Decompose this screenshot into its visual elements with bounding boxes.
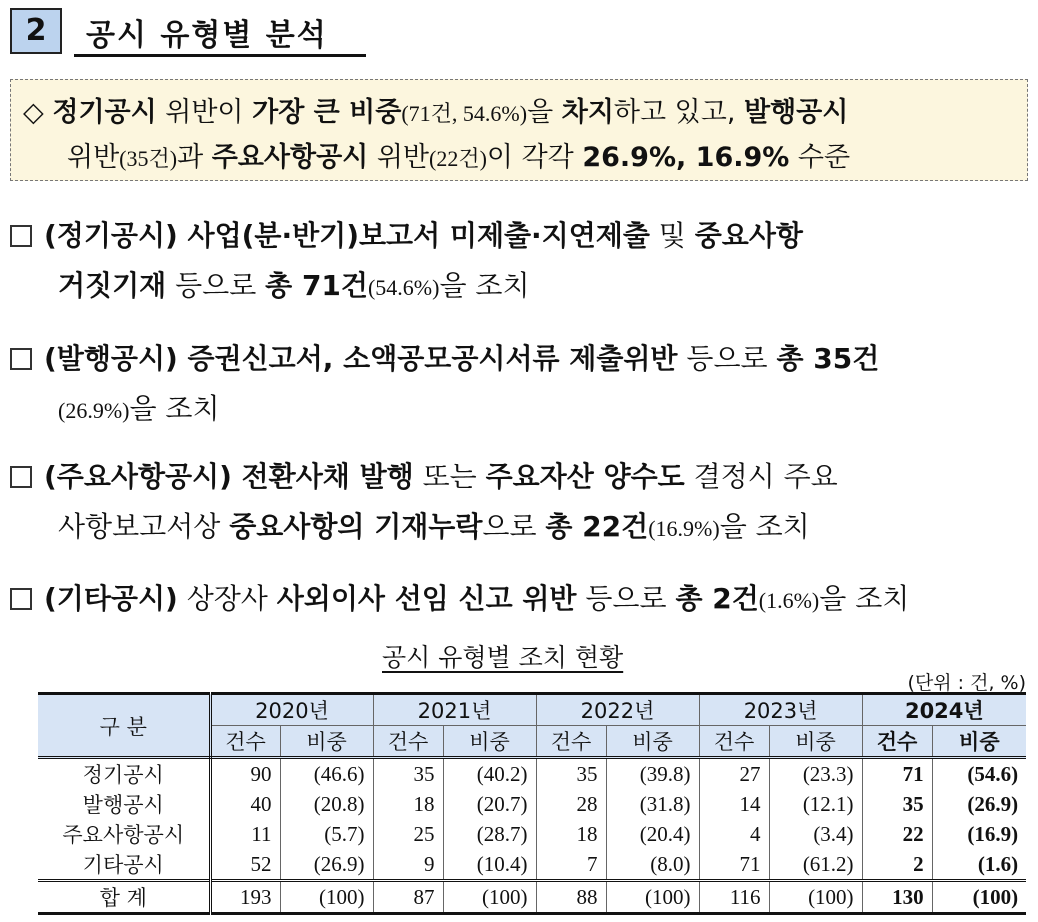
count-cell: 18 — [373, 789, 443, 819]
count-cell: 71 — [699, 849, 769, 881]
count-cell: 130 — [862, 881, 932, 914]
ratio-cell: (28.7) — [443, 819, 536, 849]
row-label: 정기공시 — [38, 758, 210, 790]
disclosure-action-table — [38, 692, 1026, 915]
count-cell: 35 — [373, 758, 443, 790]
ratio-cell: (100) — [606, 881, 699, 914]
count-header: 건수 — [536, 726, 606, 758]
count-header: 건수 — [210, 726, 280, 758]
count-cell: 18 — [536, 819, 606, 849]
year-header: 2024년 — [862, 694, 1026, 726]
ratio-cell: (5.7) — [280, 819, 373, 849]
year-header: 2020년 — [210, 694, 373, 726]
row-label: 주요사항공시 — [38, 819, 210, 849]
ratio-cell: (20.8) — [280, 789, 373, 819]
ratio-cell: (8.0) — [606, 849, 699, 881]
ratio-cell: (100) — [769, 881, 862, 914]
section-underline — [74, 54, 366, 57]
count-cell: 116 — [699, 881, 769, 914]
ratio-cell: (46.6) — [280, 758, 373, 790]
ratio-cell: (26.9) — [280, 849, 373, 881]
ratio-cell: (100) — [280, 881, 373, 914]
ratio-cell: (26.9) — [932, 789, 1026, 819]
diamond-icon: ◇ — [23, 97, 53, 128]
count-cell: 4 — [699, 819, 769, 849]
table-year-header-row — [38, 694, 1026, 726]
count-header: 건수 — [699, 726, 769, 758]
table-row — [38, 819, 1026, 849]
count-cell: 9 — [373, 849, 443, 881]
checkbox-square-icon — [10, 225, 32, 247]
checkbox-square-icon — [10, 588, 32, 610]
ratio-cell: (100) — [443, 881, 536, 914]
ratio-cell: (12.1) — [769, 789, 862, 819]
table-title: 공시 유형별 조치 현황 — [382, 643, 624, 672]
ratio-cell: (54.6) — [932, 758, 1026, 790]
ratio-header: 비중 — [932, 726, 1026, 758]
ratio-cell: (20.7) — [443, 789, 536, 819]
row-label: 합 계 — [38, 881, 210, 914]
count-cell: 27 — [699, 758, 769, 790]
section-number: 2 — [10, 8, 62, 54]
ratio-header: 비중 — [606, 726, 699, 758]
count-cell: 11 — [210, 819, 280, 849]
ratio-header: 비중 — [280, 726, 373, 758]
year-header: 2023년 — [699, 694, 862, 726]
summary-line-1: ◇ 정기공시 위반이 가장 큰 비중(71건, 54.6%)을 차지하고 있고, 발행공시 — [23, 97, 849, 128]
count-cell: 52 — [210, 849, 280, 881]
ratio-cell: (16.9) — [932, 819, 1026, 849]
count-cell: 88 — [536, 881, 606, 914]
count-cell: 28 — [536, 789, 606, 819]
count-cell: 35 — [862, 789, 932, 819]
ratio-cell: (10.4) — [443, 849, 536, 881]
count-cell: 7 — [536, 849, 606, 881]
table-row — [38, 849, 1026, 881]
count-cell: 22 — [862, 819, 932, 849]
table-total-row — [38, 881, 1026, 914]
count-cell: 25 — [373, 819, 443, 849]
count-header: 건수 — [373, 726, 443, 758]
count-cell: 193 — [210, 881, 280, 914]
summary-line-2: 위반(35건)과 주요사항공시 위반(22건)이 각각 26.9%, 16.9% 수준 — [67, 142, 851, 173]
count-cell: 90 — [210, 758, 280, 790]
table-row — [38, 789, 1026, 819]
ratio-cell: (61.2) — [769, 849, 862, 881]
ratio-header: 비중 — [769, 726, 862, 758]
count-cell: 2 — [862, 849, 932, 881]
table-row — [38, 758, 1026, 790]
checkbox-square-icon — [10, 466, 32, 488]
ratio-cell: (39.8) — [606, 758, 699, 790]
count-header: 건수 — [862, 726, 932, 758]
ratio-cell: (23.3) — [769, 758, 862, 790]
count-cell: 14 — [699, 789, 769, 819]
row-label: 발행공시 — [38, 789, 210, 819]
summary-box — [10, 79, 1028, 181]
ratio-cell: (3.4) — [769, 819, 862, 849]
table-unit: (단위 : 건, %) — [907, 672, 1026, 694]
ratio-cell: (100) — [932, 881, 1026, 914]
ratio-cell: (20.4) — [606, 819, 699, 849]
ratio-cell: (40.2) — [443, 758, 536, 790]
ratio-cell: (31.8) — [606, 789, 699, 819]
category-header: 구 분 — [38, 694, 210, 758]
count-cell: 40 — [210, 789, 280, 819]
count-cell: 71 — [862, 758, 932, 790]
count-cell: 87 — [373, 881, 443, 914]
ratio-cell: (1.6) — [932, 849, 1026, 881]
year-header: 2021년 — [373, 694, 536, 726]
row-label: 기타공시 — [38, 849, 210, 881]
year-header: 2022년 — [536, 694, 699, 726]
section-title: 공시 유형별 분석 — [86, 18, 328, 53]
count-cell: 35 — [536, 758, 606, 790]
ratio-header: 비중 — [443, 726, 536, 758]
checkbox-square-icon — [10, 348, 32, 370]
